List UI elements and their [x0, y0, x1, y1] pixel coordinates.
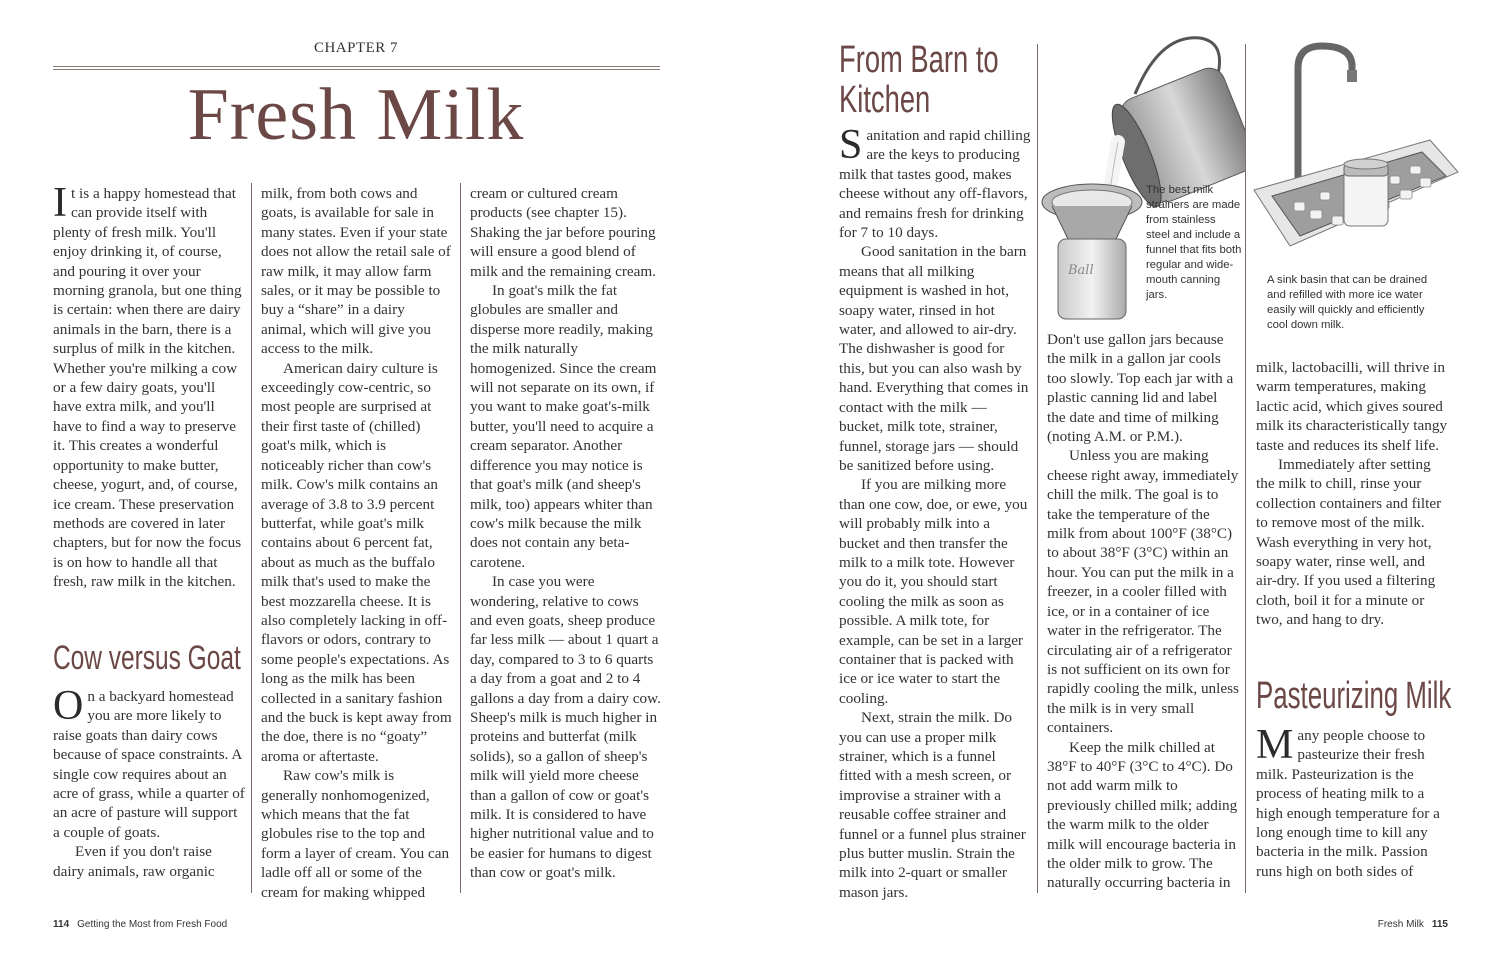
column-rule	[1245, 44, 1246, 893]
drop-cap: I	[53, 180, 67, 226]
paragraph: Next, strain the milk. Do you can use a proper milk strainer, which is a funnel fitted with a mesh screen, or improvise a strainer with a reusable coffee strainer and funnel or a funnel plus strainer plus butter muslin. Strain the milk into 2-quart or smaller mason jars.	[839, 709, 1026, 901]
chapter-label: CHAPTER 7	[313, 40, 399, 56]
paragraph: n a backyard homestead you are more likely to raise goats than dairy cows because of space constraints. A single cow requires about an acre of grass, while a quarter of an acre of pasture will support a couple of goats.	[53, 688, 245, 841]
drop-cap: S	[839, 122, 863, 168]
running-footer: Fresh Milk	[1377, 919, 1424, 930]
right-column-2	[1047, 330, 1239, 893]
paragraph: Keep the milk chilled at 38°F to 40°F (3°C to 4°C). Do not add warm milk to previously chilled milk; adding the warm milk to the older milk will encourage bacteria in the older milk to grow. The naturally occurring bacteria in	[1047, 738, 1238, 892]
section-heading-cow-goat: Cow versus Goat	[53, 639, 241, 677]
chapter-rule	[53, 66, 660, 70]
right-column-1	[839, 122, 1031, 902]
heading-line: From Barn to	[839, 39, 999, 81]
paragraph: milk, from both cows and goats, is available for sale in many states. Even if your state does not allow the retail sale of raw milk, it may allow farm sales, or it may be possible to buy a “share” in a dairy animal, which will give you access to the milk.	[261, 185, 451, 358]
left-column-3	[470, 184, 662, 883]
section-heading-barn-kitchen	[839, 40, 999, 120]
column-rule	[460, 183, 461, 893]
paragraph: Immediately after setting the milk to chill, rinse your collection containers and filter to remove most of the milk. Wash everything in very hot, soapy water, rinse well, and air-dry. If you used a filtering cloth, boil it for a minute or two, and hang to dry.	[1256, 456, 1442, 629]
heading-line: Kitchen	[839, 79, 931, 121]
right-column-3-section	[1256, 722, 1448, 881]
left-column-1	[53, 180, 245, 592]
paragraph: Don't use gallon jars because the milk in a gallon jar cools too slowly. Top each jar with a plastic canning lid and label the date and time of milking (noting A.M. or P.M.).	[1047, 331, 1234, 446]
left-column-1-section	[53, 683, 245, 881]
paragraph: any people choose to pasteurize their fresh milk. Pasteurization is the process of heating milk to a high enough temperature for a long enough time to kill any bacteria in the milk. Passion runs high on both sides of	[1256, 727, 1440, 880]
running-footer: Getting the Most from Fresh Food	[77, 919, 228, 930]
column-rule	[1037, 44, 1038, 893]
page-number: 114	[53, 919, 70, 930]
paragraph: Even if you don't raise dairy animals, raw organic	[53, 843, 215, 880]
paragraph: milk, lactobacilli, will thrive in warm temperatures, making lactic acid, which gives soured milk its characteristically tangy taste and reduces its shelf life.	[1256, 359, 1448, 454]
paragraph: Good sanitation in the barn means that all milking equipment is washed in hot, soapy water, rinsed in hot water, and allowed to air-dry. The dishwasher is good for this, but you can also wash by hand. Everything that comes in contact with the milk — bucket, milk tote, strainer, funnel, storage jars — should be sanitized before using.	[839, 243, 1029, 474]
paragraph: American dairy culture is exceedingly cow-centric, so most people are surprised at their first taste of (chilled) goat's milk, which is noticeably richer than cow's milk. Cow's milk contains an average of 3.8 to 3.9 percent butterfat, while goat's milk contains about 6 percent fat, about as much as the buffalo milk that's used to make the best mozzarella cheese. It is also completely lacking in off-flavors or odors, contrary to some people's expectations. As long as the milk has been collected in a sanitary fashion and the buck is kept away from the doe, there is no “goaty” aroma or aftertaste.	[261, 359, 452, 765]
strainer-caption: The best milk strainers are made from stainless steel and include a funnel that fits both regular and wide-mouth canning jars.	[1146, 184, 1242, 301]
paragraph: Unless you are making cheese right away, immediately chill the milk. The goal is to take the temperature of the milk from about 100°F (38°C) to about 38°F (3°C) within an hour. You can put the milk in a freezer, in a cooler filled with ice, or in a container of ice water in the refrigerator. The circulating air of a refrigerator is not sufficient on its own for rapidly cooling the milk, unless the milk is in very small containers.	[1047, 447, 1239, 737]
right-column-3	[1256, 358, 1448, 630]
paragraph: If you are milking more than one cow, doe, or ewe, you will probably milk into a bucket and then transfer the milk to a milk tote. However you do it, you should start cooling the milk as soon as possible. A milk tote, for example, can be set in a larger container that is packed with ice or ice water to start the cooling.	[839, 476, 1028, 707]
intro-paragraph: t is a happy homestead that can provide itself with plenty of fresh milk. You'll enjoy drinking it, of course, and pouring it over your morning granola, but one thing is certain: when there are dairy animals in the barn, there is a surplus of milk in the kitchen. Whether you're milking a cow or a few dairy goats, you'll have extra milk, and you'll have to find a way to preserve it. This creates a wonderful opportunity to make butter, cheese, yogurt, and, of course, ice cream. These preservation methods are covered in later chapters, but for now the focus is on how to handle all that fresh, raw milk in the kitchen.	[53, 185, 242, 591]
page-number: 115	[1431, 919, 1448, 930]
chapter-title: Fresh Milk	[187, 74, 525, 156]
drop-cap: M	[1256, 722, 1294, 768]
right-folio	[1378, 919, 1448, 930]
paragraph: In case you were wondering, relative to cows and even goats, sheep produce far less milk — about 1 quart a day, compared to 3 to 6 quarts a day from a goat and 2 to 4 gallons a day from a dairy cow. Sheep's milk is much higher in proteins and butterfat (milk solids), so a gallon of sheep's milk will yield more cheese than a gallon of cow or goat's milk. It is considered to have higher nutritional value and to be easier for humans to digest than cow or goat's milk.	[470, 573, 661, 882]
left-folio	[53, 919, 227, 930]
paragraph: anitation and rapid chilling are the keys to producing milk that tastes good, makes cheese without any off-flavors, and remains fresh for drinking for 7 to 10 days.	[839, 127, 1031, 242]
left-column-2	[261, 184, 453, 902]
section-heading-pasteurizing: Pasteurizing Milk	[1256, 675, 1452, 717]
drop-cap: O	[53, 683, 84, 729]
column-rule	[251, 183, 252, 893]
paragraph: Raw cow's milk is generally nonhomogenized, which means that the fat globules rise to the top and form a layer of cream. You can ladle off all or some of the cream for making whipped	[261, 767, 450, 901]
paragraph: cream or cultured cream products (see chapter 15). Shaking the jar before pouring will ensure a good blend of milk and the remaining cream.	[470, 185, 656, 280]
svg-text:Ball: Ball	[1068, 263, 1094, 278]
paragraph: In goat's milk the fat globules are smaller and disperse more readily, making the milk naturally homogenized. Since the cream will not separate on its own, if you want to make goat's-milk butter, you'll need to acquire a cream separator. Another difference you may notice is that goat's milk (and sheep's milk, too) appears whiter than cow's milk because the milk does not contain any beta-carotene.	[470, 282, 657, 571]
ice-sink-illustration	[1250, 40, 1462, 272]
sink-caption: A sink basin that can be drained and refilled with more ice water easily will quickly and efficiently cool down milk.	[1267, 274, 1428, 331]
